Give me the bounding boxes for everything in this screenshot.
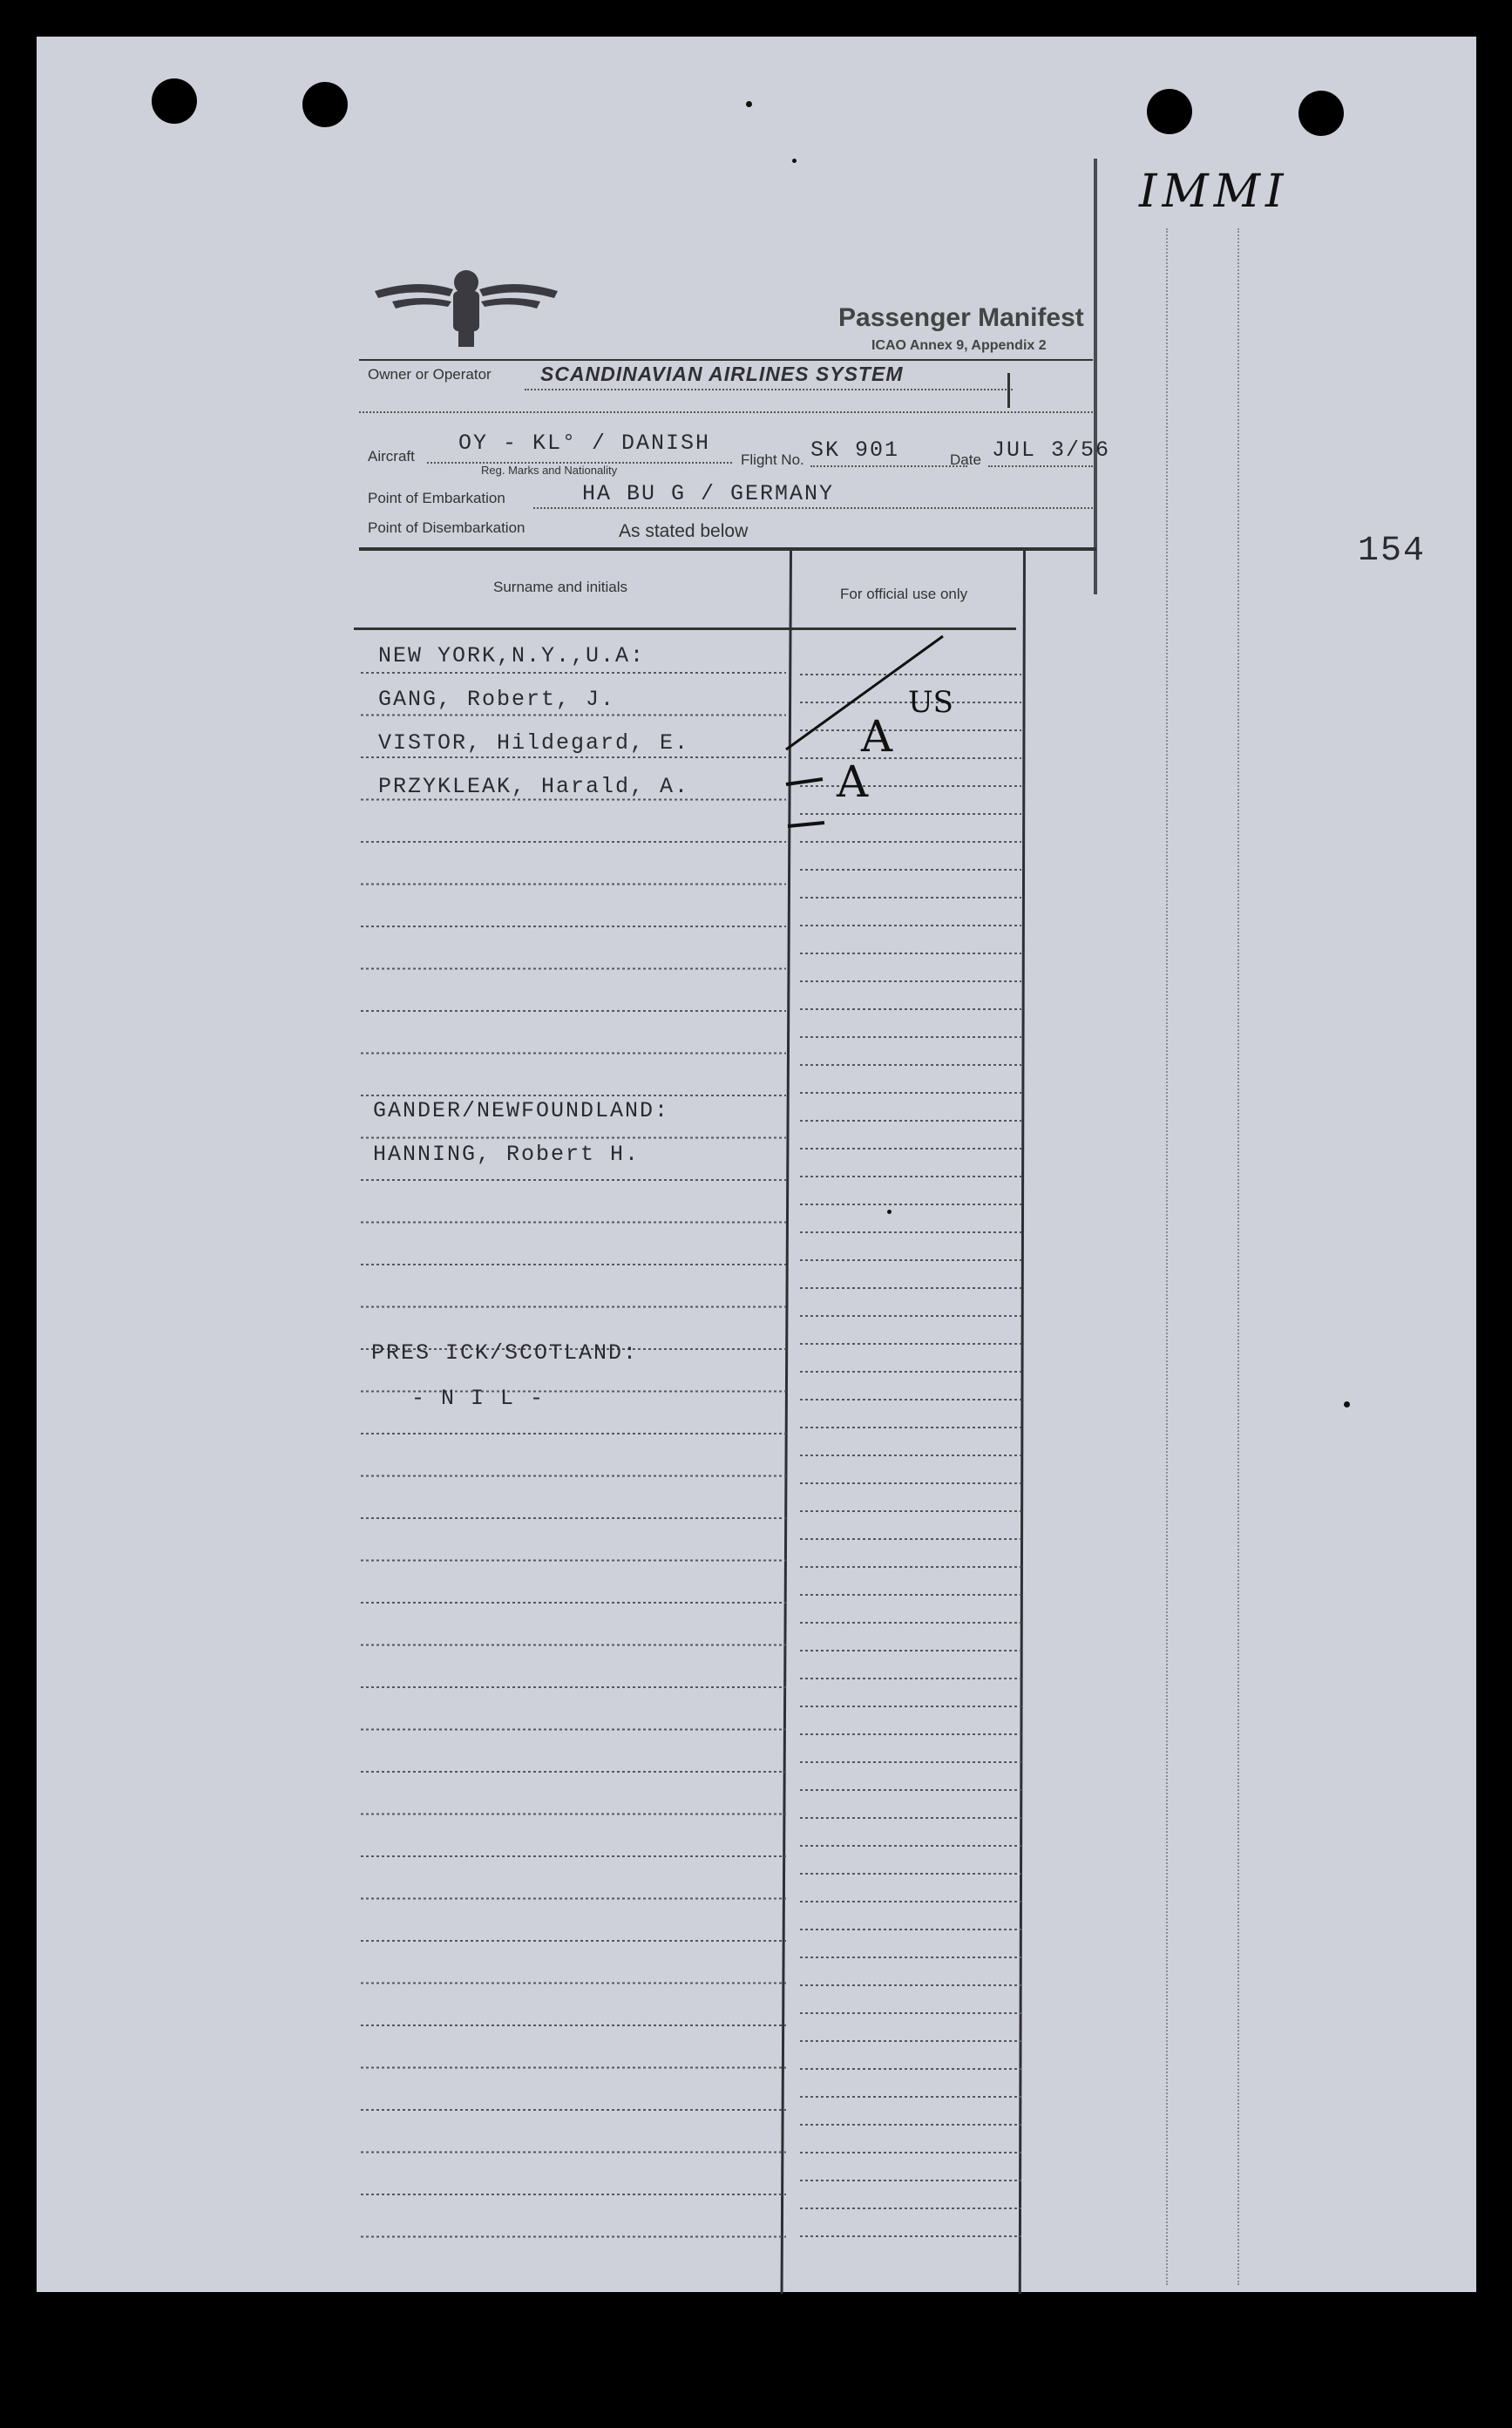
aircraft-label: Aircraft <box>368 448 415 465</box>
date-value: JUL 3/56 <box>992 437 1111 463</box>
official-mark: US <box>908 685 953 720</box>
column-header-official: For official use only <box>840 586 968 602</box>
list-item: HANNING, Robert H. <box>373 1142 641 1167</box>
list-item: GANDER/NEWFOUNDLAND: <box>373 1098 670 1123</box>
reg-marks-label: Reg. Marks and Nationality <box>481 464 618 477</box>
page-number: 154 <box>1358 532 1427 571</box>
ruled-lines <box>37 37 1476 2292</box>
form-subtitle: ICAO Annex 9, Appendix 2 <box>871 338 1047 353</box>
flight-label: Flight No. <box>741 451 804 468</box>
embarkation-value: HA BU G / GERMANY <box>582 481 835 506</box>
embarkation-label: Point of Embarkation <box>368 490 505 506</box>
list-item: NEW YORK,N.Y.,U.A: <box>378 643 646 668</box>
list-item: - N I L - <box>411 1386 546 1411</box>
flight-number: SK 901 <box>810 437 900 463</box>
list-item: VISTOR, Hildegard, E. <box>378 730 690 756</box>
column-header-surname: Surname and initials <box>493 579 628 595</box>
document-sheet <box>37 37 1476 2292</box>
list-item: GANG, Robert, J. <box>378 687 616 712</box>
list-item: PRZYKLEAK, Harald, A. <box>378 774 690 799</box>
list-item: PRES ICK/SCOTLAND: <box>371 1340 639 1366</box>
form-title: Passenger Manifest <box>838 303 1084 332</box>
owner-value: SCANDINAVIAN AIRLINES SYSTEM <box>540 363 904 385</box>
disembarkation-value: As stated below <box>619 521 749 541</box>
official-mark: A <box>837 756 869 807</box>
official-mark: A <box>861 711 893 762</box>
disembarkation-label: Point of Disembarkation <box>368 519 525 536</box>
owner-label: Owner or Operator <box>368 366 492 383</box>
aircraft-value: OY - KL° / DANISH <box>458 431 711 456</box>
date-label: Date <box>950 451 981 468</box>
handwritten-annotation: IMMI <box>1139 166 1289 218</box>
